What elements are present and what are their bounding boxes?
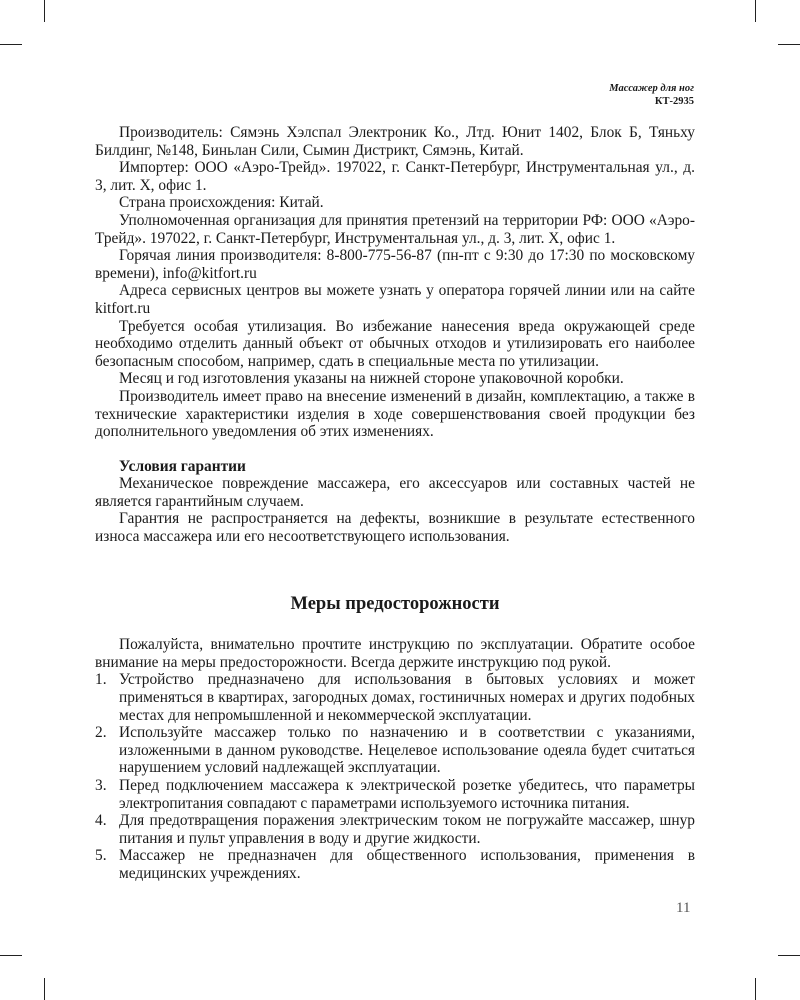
paragraph-manufacture-date: Месяц и год изготовления указаны на нижней стороне упаковочной коробки. <box>119 370 624 388</box>
list-item-text: Для предотвращения поражения электрическим током не погружайте массажер, шнур питания и пульт управления в воду и другие жидкости. <box>119 812 695 847</box>
page-content <box>95 124 695 883</box>
crop-mark-bottom-right <box>755 978 756 1000</box>
warranty-paragraph: Гарантия не распространяется на дефекты, возникшие в результате естественного износа массажера или его несоответствующего использования. <box>95 510 695 546</box>
list-item-number: 5. <box>95 847 107 865</box>
crop-mark-bottom-left <box>44 978 45 1000</box>
list-item-number: 4. <box>95 812 107 830</box>
paragraph-service-centers: Адреса сервисных центров вы можете узнать у оператора горячей линии или на сайте kitfort.ru <box>95 282 695 317</box>
precautions-intro: Пожалуйста, внимательно прочтите инструкцию по эксплуатации. Обратите особое внимание на меры предосторожности. Всегда держите инструкцию под рукой. <box>95 636 695 671</box>
list-item-text: Используйте массажер только по назначению и в соответствии с указаниями, изложенными в данном руководстве. Нецелевое использование одеяла будет считаться нарушением условий надлежащей эксплуатации. <box>119 724 695 777</box>
running-header <box>609 82 694 108</box>
list-item-text: Перед подключением массажера к электрической розетке убедитесь, что параметры электропитания совпадают с параметрами используемого источника питания. <box>119 777 695 812</box>
paragraph-origin: Страна происхождения: Китай. <box>119 194 324 212</box>
list-item <box>95 847 695 882</box>
precautions-title: Меры предосторожности <box>290 593 500 614</box>
crop-mark-top-left <box>0 44 22 45</box>
list-item <box>95 671 695 724</box>
paragraph-manufacturer: Производитель: Сямэнь Хэлспал Электроник Ко., Лтд. Юнит 1402, Блок Б, Тяньху Билдинг, №148, Биньлан Сили, Сымин Дистрикт, Сямэнь, Китай. <box>95 124 695 159</box>
crop-mark-top-left <box>44 0 45 22</box>
header-model: КТ-2935 <box>654 96 694 107</box>
paragraph-disposal: Требуется особая утилизация. Во избежание нанесения вреда окружающей среде необходимо отделить данный объект от обычных отходов и утилизировать его наиболее безопасным способом, например, сдать в специальные места по утилизации. <box>95 317 695 370</box>
crop-mark-top-right <box>755 0 756 22</box>
page-number: 11 <box>676 900 691 916</box>
header-title: Массажер для ног <box>609 83 694 94</box>
list-item-number: 2. <box>95 724 107 742</box>
list-item <box>95 724 695 777</box>
warranty-heading: Условия гарантии <box>119 457 246 475</box>
paragraph-claims-org: Уполномоченная организация для принятия претензий на территории РФ: ООО «Аэро-Трейд». 197022, г. Санкт-Петербург, Инструментальная ул., д. 3, лит. Х, офис 1. <box>95 211 695 247</box>
crop-mark-bottom-left <box>0 955 22 956</box>
precautions-list <box>95 671 695 882</box>
list-item-text: Устройство предназначено для использования в бытовых условиях и может применяться в квартирах, загородных домах, гостиничных номерах и других подобных местах для непромышленной и некоммерческой эксплуатации. <box>119 671 695 724</box>
crop-mark-top-right <box>778 44 800 45</box>
warranty-paragraph: Механическое повреждение массажера, его аксессуаров или составных частей не является гарантийным случаем. <box>95 475 695 510</box>
list-item <box>95 812 695 847</box>
paragraph-hotline: Горячая линия производителя: 8-800-775-56-87 (пн-пт с 9:30 до 17:30 по московскому времени), info@kitfort.ru <box>95 247 695 282</box>
paragraph-changes: Производитель имеет право на внесение изменений в дизайн, комплектацию, а также в технические характеристики изделия в ходе совершенствования своей продукции без дополнительного уведомления об этих изменениях. <box>95 387 695 441</box>
list-item <box>95 777 695 812</box>
list-item-text: Массажер не предназначен для общественного использования, применения в медицинских учреждениях. <box>119 847 695 882</box>
paragraph-importer: Импортер: ООО «Аэро-Трейд». 197022, г. Санкт-Петербург, Инструментальная ул., д. 3, лит. Х, офис 1. <box>95 159 695 194</box>
list-item-number: 1. <box>95 671 107 689</box>
list-item-number: 3. <box>95 777 107 794</box>
crop-mark-bottom-right <box>778 955 800 956</box>
